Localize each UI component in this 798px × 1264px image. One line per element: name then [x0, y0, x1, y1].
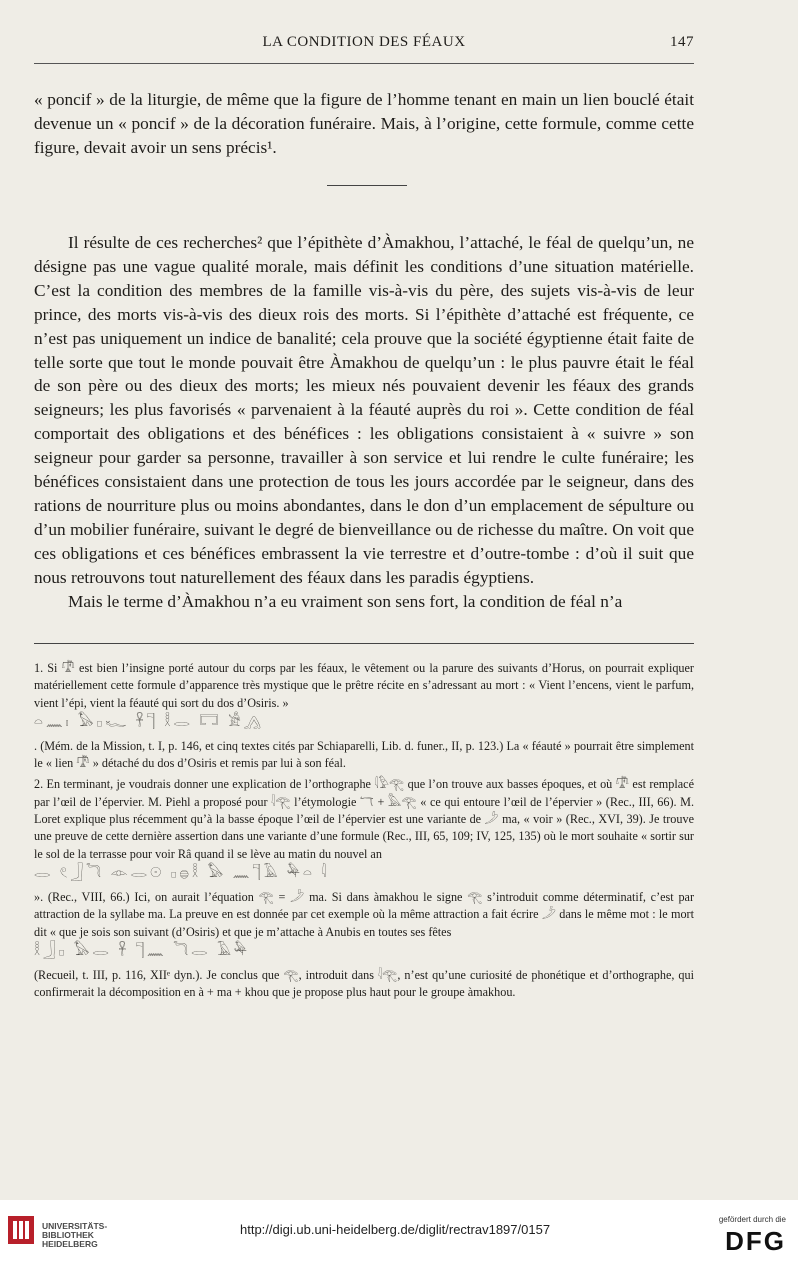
hieroglyph-group-2: 𓂋 𓏲𓃀𓆓 𓁹𓂋𓇳 𓊪𓐍𓎛 𓅃 𓈖𓊹𓄿 𓅆𓏏 𓇋	[34, 865, 330, 881]
main-text	[34, 231, 694, 614]
footnote-rule	[34, 643, 694, 644]
paragraph-2: Il résulte de ces recherches² que l’épithète d’Àmakhou, l’attaché, le féal de quelqu’un, ne désigne pas une vague qualité morale, mais définit les conditions d’une situation matérielle. C’est la condition des membres de la famille vis-à-vis du père, des sujets vis-à-vis de leur prince, des morts vis-à-vis des dieux rois des morts. Si l’épithète d’attaché est fréquente, ce n’est pas uniquement un indice de banalité; cela prouve que la société égyptienne était faite de telle sorte que tout le monde pouvait être Àmakhou de quelqu’un : le plus pauvre était le féal de son père ou des dieux des morts; les mieux nés pouvaient devenir les féaux des grands seigneurs; les plus favorisés « parvenaient à la féauté auprès du roi ». Cette condition de féal comportait des obligations et des bénéfices : les obligations consistaient à « suivre » son seigneur pour garder sa personne, travailler à son service et lui rendre le culte funéraire; les bénéfices consistaient dans une protection de tous les jours accordée par le seigneur, dans des rations de nourriture plus ou moins abondantes, dans le don d’un emplacement de sépulture ou d’un mobilier funéraire, suivant le degré de bienveillance ou de richesse du maître. On voit que ces obligations et ces bénéfices embrassent la vie terrestre et d’outre-tombe : d’où il suit que nous retrouvons tout naturellement des féaux dans les paradis égyptiens.	[34, 233, 694, 587]
footnote-1-continuation: . (Mém. de la Mission, t. I, p. 146, et cinq textes cités par Schiaparelli, Lib. d. funer., II, p. 123.) La « féauté » pourrait être simplement le « lien 𓍝 » détaché du dos d’Osiris et remis par lui à son féal.	[34, 738, 694, 771]
section-separator	[327, 185, 407, 186]
paragraph-continued	[34, 88, 694, 160]
footnote-2-text: 2. En terminant, je voudrais donner une explication de l’orthographe 𓇋𓅱𓂀 que l’on trouve aux basses époques, et où 𓍝 est remplacé par l’œil de l’épervier. M. Piehl a proposé pour 𓇋𓂀 l’étymologie 𓄓 + 𓅓𓂀 « ce qui entoure l’œil de l’épervier » (Rec., III, 66). M. Loret explique plus récemment qu’à la basse époque l’œil de l’épervier est une variante de 𓌳 ma, « voir » (Rec., XVI, 39). Je trouve une preuve de cette dernière assertion dans une variante d’une formule (Rec., III, 65, 109; IV, 125, 135) où le mort souhaite « sortir sur le sol de la terrasse pour voir Râ quand il se lève au matin du nouvel an	[34, 777, 694, 861]
footnote-2-end: (Recueil, t. III, p. 116, XIIᵉ dyn.). Je conclus que 𓂀, introduit dans 𓇋𓂀, n’est qu’une curiosité de phonétique et d’orthographe, qui confirmerait la décomposition en à + ma + khou que je propose plus haut pour le groupe àmakhou.	[34, 967, 694, 1000]
header-rule	[34, 63, 694, 64]
page-number: 147	[670, 34, 694, 50]
dfg-logo: DFG	[725, 1226, 786, 1256]
digitization-footer	[0, 1200, 798, 1264]
footnotes	[34, 660, 694, 1005]
header-title: LA CONDITION DES FÉAUX	[262, 34, 466, 50]
footnote-1	[34, 660, 694, 772]
paragraph-3: Mais le terme d’Àmakhou n’a eu vraiment son sens fort, la condition de féal n’a	[68, 591, 623, 611]
permalink-url[interactable]: http://digi.ub.uni-heidelberg.de/diglit/rectrav1897/0157	[240, 1222, 551, 1237]
hieroglyph-group-3: 𓎛𓃀𓊪 𓅃𓂋 𓋹 𓊹𓈖 𓆓𓂋 𓄿𓅆	[34, 943, 251, 959]
university-name: UNIVERSITÄTS- BIBLIOTHEK HEIDELBERG	[42, 1221, 108, 1249]
running-header	[34, 34, 694, 58]
paragraph-1: « poncif » de la liturgie, de même que la figure de l’homme tenant en main un lien bouclé était devenue un « poncif » de la décoration funéraire. Mais, à l’origine, cette formule, comme cette figure, devait avoir un sens précis¹.	[34, 90, 694, 157]
hieroglyph-group-1: 𓏏𓈖𓏤 𓅃𓊪𓆑 𓋹𓊹 𓎛𓂋 𓉐 𓀀𓂻	[34, 714, 264, 730]
footnote-2-continuation: ». (Rec., VIII, 66.) Ici, on aurait l’équation 𓂀 = 𓌳 ma. Si dans àmakhou le signe 𓂀 s’introduit comme déterminatif, c’est par attraction de la syllabe ma. La preuve en est donnée par cet exemple où la même attraction a fait écrire 𓌳 dans le même mot : le mort dit « que je sois son suivant (d’Osiris) et que je m’attache à Anubis en toutes ses fêtes	[34, 889, 694, 939]
footnote-1-text: 1. Si 𓍝 est bien l’insigne porté autour du corps par les féaux, le vêtement ou la parure des suivants d’Horus, on pourrait expliquer matériellement cette formule d’apparence très mystique que le prêtre récite en s’adressant au mort : « Vient l’encens, vient le parfum, vient l’épi, vient la féauté qui sort du dos d’Osiris. »	[34, 661, 694, 710]
university-logo-icon	[6, 1212, 36, 1248]
funding-note: gefördert durch die	[718, 1215, 786, 1224]
footnote-2	[34, 776, 694, 1001]
